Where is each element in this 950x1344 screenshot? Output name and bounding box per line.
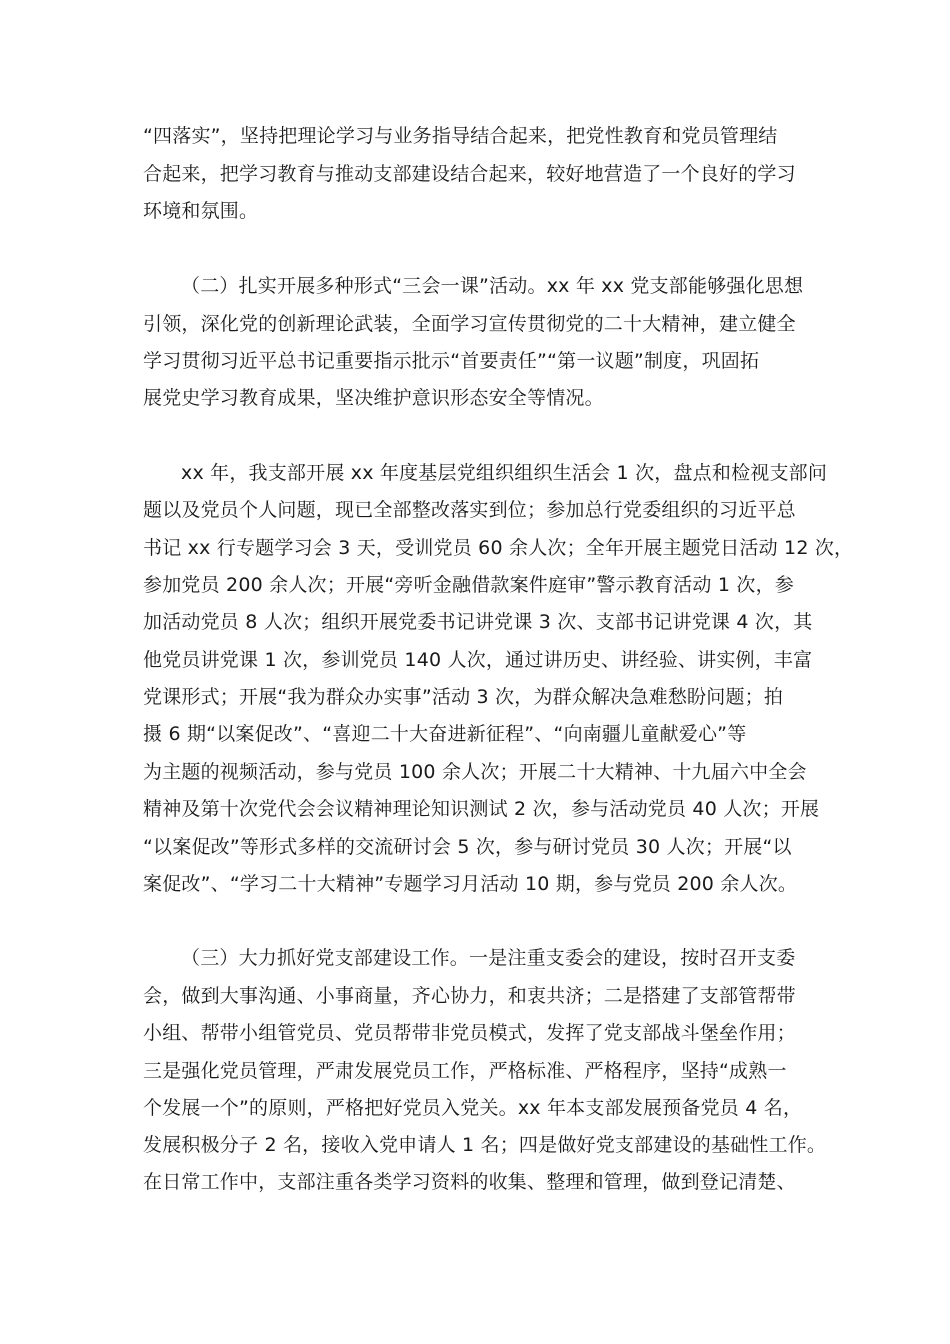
paragraph-2-line-2: 引领，深化党的创新理论武装，全面学习宣传贯彻党的二十大精神，建立健全 — [143, 313, 796, 335]
paragraph-3-line-9: 为主题的视频活动，参与党员 100 余人次；开展二十大精神、十九届六中全会 — [143, 761, 807, 783]
paragraph-4-line-5: 个发展一个”的原则，严格把好党员入党关。xx 年本支部发展预备党员 4 名， — [143, 1097, 803, 1119]
paragraph-1-line-1: “四落实”，坚持把理论学习与业务指导结合起来，把党性教育和党员管理结 — [143, 125, 778, 147]
paragraph-3-line-1: xx 年，我支部开展 xx 年度基层党组织组织生活会 1 次，盘点和检视支部问 — [181, 462, 828, 484]
paragraph-3-line-10: 精神及第十次党代会会议精神理论知识测试 2 次，参与活动党员 40 人次；开展 — [143, 798, 820, 820]
paragraph-4-line-6: 发展积极分子 2 名，接收入党申请人 1 名；四是做好党支部建设的基础性工作。 — [143, 1134, 827, 1156]
paragraph-2-line-4: 展党史学习教育成果，坚决维护意识形态安全等情况。 — [143, 387, 604, 409]
paragraph-2-line-1: （二）扎实开展多种形式“三会一课”活动。xx 年 xx 党支部能够强化思想 — [181, 275, 804, 297]
paragraph-3-line-12: 案促改”、“学习二十大精神”专题学习月活动 10 期，参与党员 200 余人次。 — [143, 873, 798, 895]
paragraph-3-line-7: 党课形式；开展“我为群众办实事”活动 3 次，为群众解决急难愁盼问题；拍 — [143, 686, 784, 708]
paragraph-3-line-5: 加活动党员 8 人次；组织开展党委书记讲党课 3 次、支部书记讲党课 4 次，其 — [143, 611, 813, 633]
paragraph-3-line-6: 他党员讲党课 1 次，参训党员 140 人次，通过讲历史、讲经验、讲实例，丰富 — [143, 649, 813, 671]
paragraph-4-line-1: （三）大力抓好党支部建设工作。一是注重支委会的建设，按时召开支委 — [181, 947, 796, 969]
paragraph-4-line-3: 小组、帮带小组管党员、党员帮带非党员模式，发挥了党支部战斗堡垒作用； — [143, 1022, 796, 1044]
paragraph-4-line-4: 三是强化党员管理，严肃发展党员工作，严格标准、严格程序，坚持“成熟一 — [143, 1060, 787, 1082]
paragraph-3-line-11: “以案促改”等形式多样的交流研讨会 5 次，参与研讨党员 30 人次；开展“以 — [143, 836, 792, 858]
paragraph-2-line-3: 学习贯彻习近平总书记重要指示批示“首要责任”“第一议题”制度，巩固拓 — [143, 350, 760, 372]
paragraph-1-line-2: 合起来，把学习教育与推动支部建设结合起来，较好地营造了一个良好的学习 — [143, 163, 796, 185]
paragraph-3-line-4: 参加党员 200 余人次；开展“旁听金融借款案件庭审”警示教育活动 1 次，参 — [143, 574, 794, 596]
paragraph-4-line-2: 会，做到大事沟通、小事商量，齐心协力，和衷共济；二是搭建了支部管帮带 — [143, 985, 796, 1007]
paragraph-4-line-7: 在日常工作中，支部注重各类学习资料的收集、整理和管理，做到登记清楚、 — [143, 1171, 796, 1193]
paragraph-3-line-3: 书记 xx 行专题学习会 3 天，受训党员 60 余人次；全年开展主题党日活动 12 次， — [143, 537, 854, 559]
paragraph-3-line-8: 摄 6 期“以案促改”、“喜迎二十大奋进新征程”、“向南疆儿童献爱心”等 — [143, 723, 747, 745]
paragraph-3-line-2: 题以及党员个人问题，现已全部整改落实到位；参加总行党委组织的习近平总 — [143, 499, 796, 521]
paragraph-1-line-3: 环境和氛围。 — [143, 200, 259, 222]
